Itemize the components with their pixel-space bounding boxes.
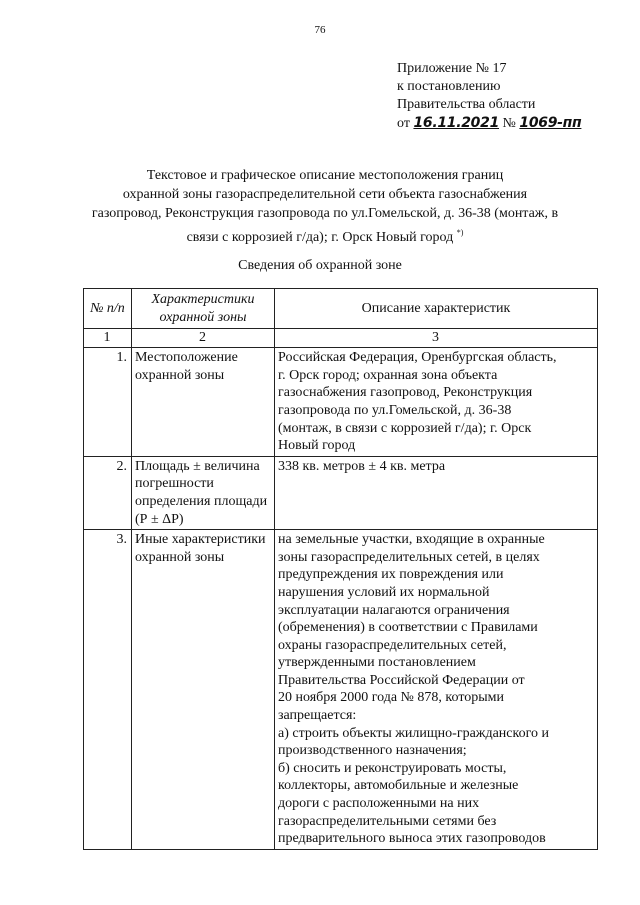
header-num: № п/п <box>84 289 132 329</box>
title-line-3: газопровод, Реконструкция газопровода по ул.Гомельской, д. 36-38 (монтаж, в <box>91 206 559 221</box>
row-num: 2. <box>84 456 132 529</box>
description-line: зоны газораспределительных сетей, в целях <box>278 549 540 565</box>
column-number-1: 1 <box>84 329 132 348</box>
description-line: Российская Федерация, Оренбургская область, <box>278 350 557 366</box>
description-line: утвержденными постановлением <box>278 655 476 671</box>
footnote-mark: *) <box>456 228 464 237</box>
row-description <box>275 348 598 457</box>
description-line: охраны газораспределительных сетей, <box>278 637 507 653</box>
description-line: 338 кв. метров ± 4 кв. метра <box>278 458 446 474</box>
table-header-row <box>84 289 598 329</box>
description-line: (обременения) в соответствии с Правилами <box>278 620 538 636</box>
description-line: газопровода по ул.Гомельской, д. 36-38 <box>278 402 512 418</box>
appendix-line-3: Правительства области <box>397 97 536 112</box>
description-line: газоснабжения газопровод, Реконструкция <box>278 385 533 401</box>
title-line-1: Текстовое и графическое описание местоположения границ <box>146 168 504 183</box>
handwritten-date: 16.11.2021 <box>413 115 500 131</box>
row-description <box>275 530 598 850</box>
header-characteristic: Характеристики охранной зоны <box>132 289 275 329</box>
description-line: г. Орск город; охранная зона объекта <box>278 367 498 383</box>
title-line-4-text: связи с коррозией г/да); г. Орск Новый город <box>186 230 454 245</box>
column-number-3: 3 <box>275 329 598 348</box>
description-line: дороги с расположенными на них <box>278 796 480 812</box>
number-sign: № <box>502 116 516 131</box>
description-line: запрещается: <box>278 708 357 724</box>
row-description <box>275 456 598 529</box>
description-line: Правительства Российской Федерации от <box>278 672 525 688</box>
description-line: нарушения условий их нормальной <box>278 584 490 600</box>
row-characteristic: Местоположение охранной зоны <box>132 348 275 457</box>
table-row <box>84 530 598 850</box>
row-characteristic: Площадь ± величина погрешности определения площади (Р ± ΔР) <box>132 456 275 529</box>
appendix-block <box>397 60 581 133</box>
section-heading: Сведения об охранной зоне <box>238 258 402 273</box>
protection-zone-table <box>83 288 598 850</box>
description-line: газораспределительными сетями без <box>278 813 497 829</box>
description-line: предупреждения их повреждения или <box>278 567 504 583</box>
table-row <box>84 456 598 529</box>
column-number-2: 2 <box>132 329 275 348</box>
title-line-2: охранной зоны газораспределительной сети объекта газоснабжения <box>122 187 528 202</box>
appendix-line-1: Приложение № 17 <box>397 61 507 76</box>
title-line-4 <box>80 223 570 247</box>
description-line: (монтаж, в связи с коррозией г/да); г. Орск <box>278 420 532 436</box>
header-description: Описание характеристик <box>275 289 598 329</box>
description-line: а) строить объекты жилищно-гражданского и <box>278 725 549 741</box>
appendix-line-2: к постановлению <box>397 79 501 94</box>
description-line: эксплуатации налагаются ограничения <box>278 602 510 618</box>
date-prefix: от <box>397 116 410 131</box>
row-num: 1. <box>84 348 132 457</box>
description-line: Новый город <box>278 438 356 454</box>
description-line: б) сносить и реконструировать мосты, <box>278 760 507 776</box>
description-line: 20 ноября 2000 года № 878, которыми <box>278 690 505 706</box>
row-num: 3. <box>84 530 132 850</box>
column-number-row <box>84 329 598 348</box>
appendix-date-line <box>397 114 581 133</box>
description-line: на земельные участки, входящие в охранные <box>278 532 545 548</box>
page-number: 76 <box>314 24 326 36</box>
document-title <box>80 166 570 247</box>
description-line: производственного назначения; <box>278 743 467 759</box>
handwritten-number: 1069-пп <box>519 115 582 131</box>
row-characteristic: Иные характеристики охранной зоны <box>132 530 275 850</box>
table-row <box>84 348 598 457</box>
description-line: коллекторы, автомобильные и железные <box>278 778 519 794</box>
description-line: предварительного выноса этих газопроводов <box>278 831 546 847</box>
